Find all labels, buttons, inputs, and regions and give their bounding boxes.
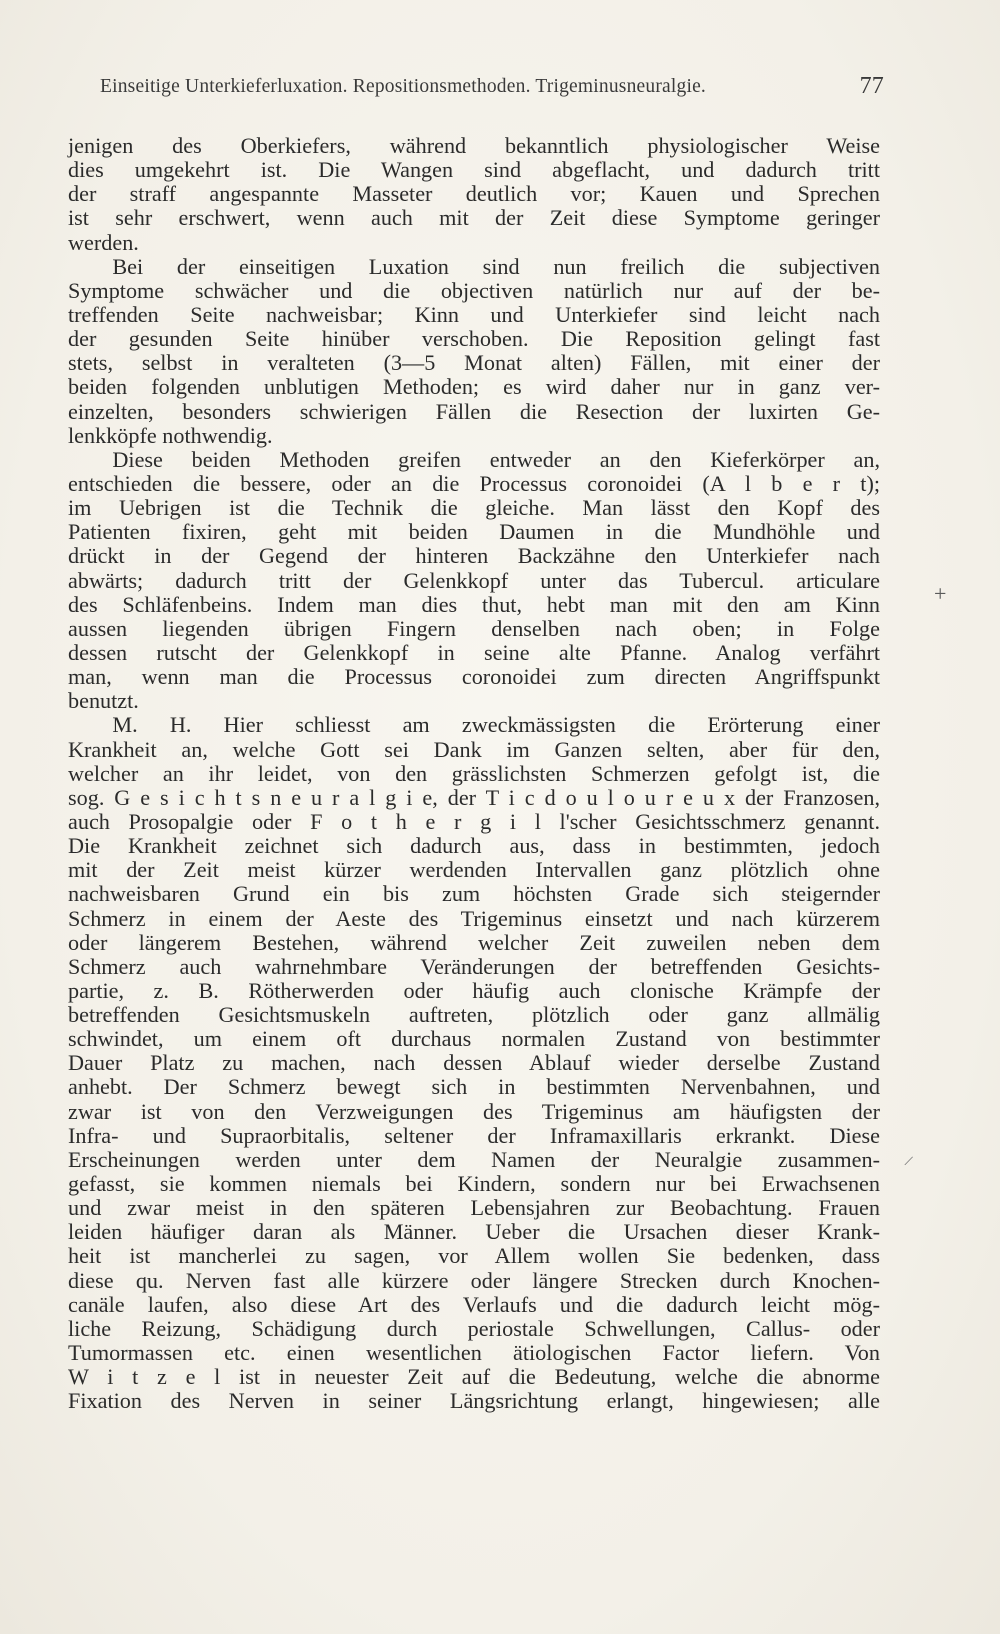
text-line: gefasst, sie kommen niemals bei Kindern, sondern nur bei Erwachsenen (68, 1171, 880, 1197)
text-line: Dauer Platz zu machen, nach dessen Ablauf wieder derselbe Zustand (68, 1050, 880, 1076)
text-line: W i t z e l ist in neuester Zeit auf die Bedeutung, welche die abnorme (68, 1364, 880, 1390)
body-text (68, 134, 880, 1413)
text-line: canäle laufen, also diese Art des Verlaufs und die dadurch leicht mög- (68, 1291, 880, 1317)
text-line: nachweisbaren Grund ein bis zum höchsten Grade sich steigernder (68, 881, 880, 907)
text-line: Infra- und Supraorbitalis, seltener der Inframaxillaris erkrankt. Diese (68, 1122, 880, 1148)
text-line: Fixation des Nerven in seiner Längsrichtung erlangt, hingewiesen; alle (68, 1388, 880, 1414)
text-line: jenigen des Oberkiefers, während bekanntlich physiologischer Weise (68, 133, 880, 158)
text-line: Schmerz in einem der Aeste des Trigeminus einsetzt und nach kürzerem (68, 905, 880, 931)
text-line: zwar ist von den Verzweigungen des Trigeminus am häufigsten der (68, 1098, 880, 1124)
text-line: sog. G e s i c h t s n e u r a l g i e, der T i c d o u l o u r e u x der Franzosen, (68, 784, 880, 810)
text-line: heit ist mancherlei zu sagen, vor Allem wollen Sie bedenken, dass (68, 1243, 880, 1269)
text-line: leiden häufiger daran als Männer. Ueber die Ursachen dieser Krank- (68, 1219, 880, 1245)
text-line: Diese beiden Methoden greifen entweder an den Kieferkörper an, (68, 446, 880, 472)
text-line: abwärts; dadurch tritt der Gelenkkopf unter das Tubercul. articulare (68, 567, 880, 593)
text-line: lenkköpfe nothwendig. (68, 422, 273, 448)
text-line: beiden folgenden unblutigen Methoden; es wird daher nur in ganz ver- (68, 374, 880, 400)
text-line: benutzt. (68, 688, 139, 714)
text-line: Erscheinungen werden unter dem Namen der Neuralgie zusammen- (68, 1146, 880, 1172)
text-line: welcher an ihr leidet, von den grässlichsten Schmerzen gefolgt ist, die (68, 760, 880, 786)
text-line: dessen rutscht der Gelenkkopf in seine alte Pfanne. Analog verfährt (68, 639, 880, 665)
text-line: aussen liegenden übrigen Fingern denselben nach oben; in Folge (68, 615, 880, 641)
text-line: des Schläfenbeins. Indem man dies thut, hebt man mit den am Kinn (68, 591, 880, 617)
running-title: Einseitige Unterkieferluxation. Repositionsmethoden. Trigeminusneuralgie. (100, 76, 706, 97)
text-line: schwindet, um einem oft durchaus normalen Zustand von bestimmter (68, 1026, 880, 1052)
text-line: betreffenden Gesichtsmuskeln auftreten, plötzlich oder ganz allmälig (68, 1002, 880, 1028)
text-line: Tumormassen etc. einen wesentlichen ätiologischen Factor liefern. Von (68, 1340, 880, 1366)
text-line: M. H. Hier schliesst am zweckmässigsten die Erörterung einer (68, 712, 880, 738)
text-line: Krankheit an, welche Gott sei Dank im Ganzen selten, aber für den, (68, 736, 880, 762)
text-line: werden. (68, 229, 139, 255)
margin-annotation-stroke: / (902, 1152, 915, 1171)
text-line: der gesunden Seite hinüber verschoben. Die Reposition gelingt fast (68, 326, 880, 352)
text-line: und zwar meist in den späteren Lebensjahren zur Beobachtung. Frauen (68, 1195, 880, 1221)
text-line: Schmerz auch wahrnehmbare Veränderungen der betreffenden Gesichts- (68, 953, 880, 979)
text-line: ist sehr erschwert, wenn auch mit der Zeit diese Symptome geringer (68, 205, 880, 231)
text-line: auch Prosopalgie oder F o t h e r g i l l'scher Gesichtsschmerz genannt. (68, 808, 880, 834)
text-line: anhebt. Der Schmerz bewegt sich in bestimmten Nervenbahnen, und (68, 1074, 880, 1100)
text-line: oder längerem Bestehen, während welcher Zeit zuweilen neben dem (68, 929, 880, 955)
text-line: Symptome schwächer und die objectiven natürlich nur auf der be- (68, 277, 880, 303)
text-line: liche Reizung, Schädigung durch periostale Schwellungen, Callus- oder (68, 1315, 880, 1341)
text-line: im Uebrigen ist die Technik die gleiche. Man lässt den Kopf des (68, 495, 880, 521)
text-line: treffenden Seite nachweisbar; Kinn und Unterkiefer sind leicht nach (68, 301, 880, 327)
text-line: dies umgekehrt ist. Die Wangen sind abgeflacht, und dadurch tritt (68, 157, 880, 183)
text-line: Die Krankheit zeichnet sich dadurch aus, dass in bestimmten, jedoch (68, 833, 880, 859)
text-line: diese qu. Nerven fast alle kürzere oder längere Strecken durch Knochen- (68, 1267, 880, 1293)
text-line: mit der Zeit meist kürzer werdenden Intervallen ganz plötzlich ohne (68, 857, 880, 883)
margin-annotation-mark: + (934, 581, 947, 606)
text-line: partie, z. B. Rötherwerden oder häufig auch clonische Krämpfe der (68, 977, 880, 1003)
running-header (100, 73, 884, 99)
text-line: stets, selbst in veralteten (3—5 Monat alten) Fällen, mit einer der (68, 350, 880, 376)
text-line: der straff angespannte Masseter deutlich vor; Kauen und Sprechen (68, 181, 880, 207)
text-line: man, wenn man die Processus coronoidei zum directen Angriffspunkt (68, 664, 880, 690)
page-number: 77 (859, 73, 884, 99)
text-line: entschieden die bessere, oder an die Processus coronoidei (A l b e r t); (68, 470, 880, 496)
text-line: einzelten, besonders schwierigen Fällen die Resection der luxirten Ge- (68, 398, 880, 424)
text-line: drückt in der Gegend der hinteren Backzähne den Unterkiefer nach (68, 543, 880, 569)
text-line: Patienten fixiren, geht mit beiden Daumen in die Mundhöhle und (68, 519, 880, 545)
text-line: Bei der einseitigen Luxation sind nun freilich die subjectiven (68, 253, 880, 279)
